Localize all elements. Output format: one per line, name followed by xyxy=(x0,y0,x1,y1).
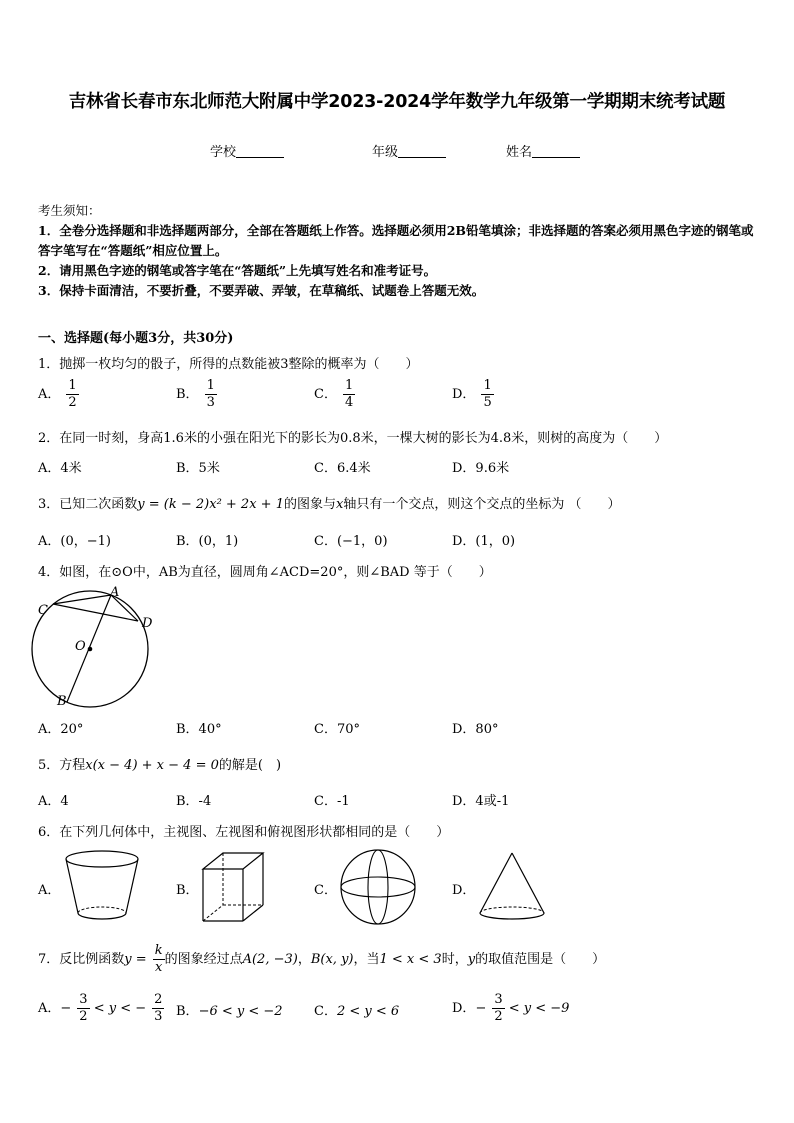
question-2: 2．在同一时刻，身高1.6米的小强在阳光下的影长为0.8米，一棵大树的影长为4.8米，则树的高度为（ ） xyxy=(38,431,668,446)
option: D．80° xyxy=(452,722,499,737)
section-heading: 一、选择题(每小题3分，共30分) xyxy=(38,331,234,346)
formula: y = (k − 2)x² + 2x + 1 xyxy=(137,497,284,512)
fraction: $\frac{3}{2}$ xyxy=(79,992,88,1024)
option-label: B． xyxy=(176,883,199,898)
frustum-figure xyxy=(62,849,142,924)
question-6-options xyxy=(38,849,758,929)
option: C．70° xyxy=(314,722,360,737)
option-label: C． xyxy=(314,883,337,898)
option: C．-1 xyxy=(314,794,350,809)
name-blank xyxy=(532,144,580,158)
prism-figure xyxy=(198,849,278,924)
question-7: 7．反比例函数y = $\frac{k}{x}$ 的图象经过点A(2, −3)，B(x, y)，当1 < x < 3时，y的取值范围是（ ） xyxy=(38,943,606,975)
label-d: D xyxy=(142,616,153,631)
cone-figure xyxy=(474,849,554,924)
fraction: $\frac{1}{2}$ xyxy=(68,378,77,410)
question-5: 5．方程x(x − 4) + x − 4 = 0的解是( ) xyxy=(38,758,282,773)
label-a: A xyxy=(110,585,120,600)
notice-item: 1．全卷分选择题和非选择题两部分，全部在答题纸上作答。选择题必须用2B铅笔填涂；非选择题的答案必须用黑色字迹的钢笔或答字笔写在“答题纸”相应位置上。 xyxy=(38,223,754,258)
question-1: 1．抛掷一枚均匀的骰子，所得的点数能被3整除的概率为（ ） xyxy=(38,357,419,372)
option: C．(−1，0) xyxy=(314,534,388,549)
option-label: A． xyxy=(38,387,61,402)
fraction: $\frac{k}{x}$ xyxy=(154,943,163,975)
option: A．− $\frac{3}{2}$ < y < − $\frac{2}{3}$ xyxy=(38,992,163,1024)
fraction: $\frac{1}{5}$ xyxy=(483,378,492,410)
grade-field xyxy=(372,141,446,160)
name-label: 姓名 xyxy=(506,145,533,160)
label-b: B xyxy=(57,694,67,709)
option: D．− $\frac{3}{2}$ < y < −9 xyxy=(452,992,570,1024)
question-3: 3．已知二次函数y = (k − 2)x² + 2x + 1的图象与x轴只有一个交点，则这个交点的坐标为 （ ） xyxy=(38,497,621,512)
option: B．40° xyxy=(176,722,222,737)
option: B．-4 xyxy=(176,794,212,809)
circle-figure xyxy=(30,585,165,710)
grade-blank xyxy=(398,144,446,158)
fraction: $\frac{3}{2}$ xyxy=(494,992,503,1024)
question-6: 6．在下列几何体中，主视图、左视图和俯视图形状都相同的是（ ） xyxy=(38,825,450,840)
option-label: A． xyxy=(38,883,61,898)
question-4: 4．如图，在⊙O中，AB为直径，圆周角∠ACD=20°，则∠BAD 等于（ ） xyxy=(38,565,492,580)
school-label: 学校 xyxy=(210,145,237,160)
fraction: $\frac{1}{3}$ xyxy=(206,378,215,410)
notice-item: 3．保持卡面清洁，不要折叠，不要弄破、弄皱，在草稿纸、试题卷上答题无效。 xyxy=(38,283,485,298)
label-o: O xyxy=(75,639,86,654)
option-label: C． xyxy=(314,387,337,402)
option: D．4或-1 xyxy=(452,794,510,809)
chord-cd xyxy=(53,604,138,621)
option-label: D． xyxy=(452,387,476,402)
option: A．(0，−1) xyxy=(38,534,111,549)
formula: x(x − 4) + x − 4 = 0 xyxy=(85,758,219,773)
option: D．(1，0) xyxy=(452,534,516,549)
school-blank xyxy=(236,144,284,158)
option: B．5米 xyxy=(176,461,220,476)
chord-ca xyxy=(53,595,111,604)
grade-label: 年级 xyxy=(372,145,399,160)
option-label: B． xyxy=(176,387,199,402)
option: C．2 < y < 6 xyxy=(314,1004,400,1019)
notice-item: 2．请用黑色字迹的钢笔或答字笔在“答题纸”上先填写姓名和准考证号。 xyxy=(38,263,437,278)
option: D．9.6米 xyxy=(452,461,510,476)
option: A．4 xyxy=(38,794,69,809)
option: B．−6 < y < −2 xyxy=(176,1004,283,1019)
sphere-figure xyxy=(336,849,420,929)
fraction: $\frac{2}{3}$ xyxy=(154,992,163,1024)
notice-heading: 考生须知： xyxy=(38,203,101,218)
fraction: $\frac{1}{4}$ xyxy=(344,378,354,410)
school-field xyxy=(210,141,284,160)
option: A．4米 xyxy=(38,461,82,476)
option-label: D． xyxy=(452,883,476,898)
option: A．20° xyxy=(38,722,84,737)
option: B．(0，1) xyxy=(176,534,239,549)
center-point xyxy=(88,647,93,652)
option: C．6.4米 xyxy=(314,461,371,476)
name-field xyxy=(506,141,580,160)
label-c: C xyxy=(38,603,48,618)
notice xyxy=(38,201,758,301)
page-title: 吉林省长春市东北师范大附属中学2023-2024学年数学九年级第一学期期末统考试题 xyxy=(68,92,726,112)
